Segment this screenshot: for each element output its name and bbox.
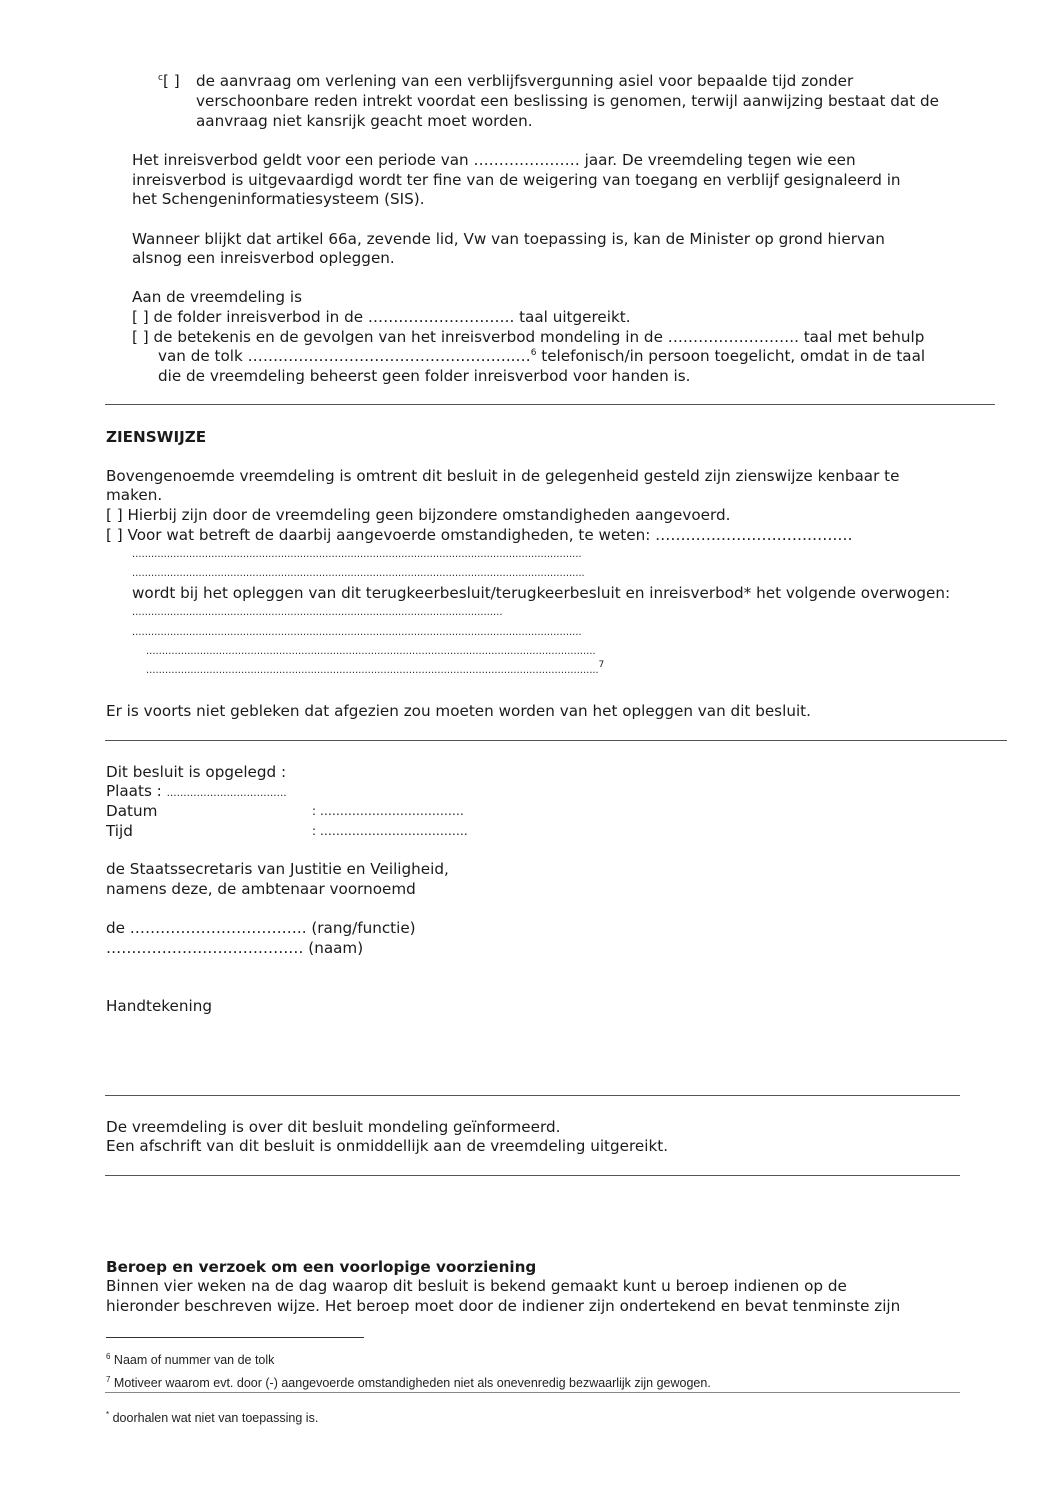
article-line-1: Wanneer blijkt dat artikel 66a, zevende lid, Vw van toepassing is, kan de Minister op grond hiervan	[132, 230, 885, 248]
dotted-line-6	[146, 661, 604, 681]
folder-option-1: [ ] de folder inreisverbod in de ……………………….. taal uitgereikt.	[132, 308, 631, 326]
footnote-6	[106, 1352, 274, 1368]
zienswijze-conclusion: Er is voorts niet gebleken dat afgezien zou moeten worden van het opleggen van dit besluit.	[106, 702, 811, 720]
footnote-7-mark: 7	[106, 1375, 111, 1384]
tolk-explanation: telefonisch/in persoon toegelicht, omdat in de taal	[536, 347, 926, 365]
place-label: Plaats :	[106, 782, 162, 800]
zienswijze-line-1: Bovengenoemde vreemdeling is omtrent dit besluit in de gelegenheid gesteld zijn zienswijze kenbaar te	[106, 467, 900, 485]
folder-option-2-line-2	[158, 346, 925, 366]
folder-option-2-line-3: die de vreemdeling beheerst geen folder inreisverbod voor handen is.	[158, 367, 691, 385]
dotted-line-4: …………………………………………………………………………………………………………………………….	[132, 627, 582, 638]
authority-line-2: namens deze, de ambtenaar voornoemd	[106, 880, 416, 898]
item-c	[158, 71, 180, 91]
time-value: : ……………………………….	[312, 824, 468, 838]
dotted-line-3: ………………………………………………………………………………………………………	[132, 607, 503, 618]
zienswijze-option-2: [ ] Voor wat betreft de daarbij aangevoerde omstandigheden, te weten: …………………………………	[106, 526, 853, 544]
informed-line-1: De vreemdeling is over dit besluit mondeling geïnformeerd.	[106, 1118, 561, 1136]
folder-intro: Aan de vreemdeling is	[132, 288, 302, 306]
item-c-line-3: aanvraag niet kansrijk geacht moet worden.	[196, 112, 533, 130]
name-line: ………………………………… (naam)	[106, 939, 364, 957]
rank-line: de …………………………….. (rang/functie)	[106, 919, 416, 937]
divider-2	[105, 740, 1007, 741]
dotted-line-1: …………………………………………………………………………………………………………………………….	[132, 549, 582, 560]
dotted-line-2: ……………………………………………………………………………………………………………………………..	[132, 568, 585, 579]
zienswijze-line-2: maken.	[106, 486, 163, 504]
ban-line-2: inreisverbod is uitgevaardigd wordt ter fine van de weigering van toegang en verblijf gesignaleerd in	[132, 171, 901, 189]
signature-label: Handtekening	[106, 997, 213, 1015]
authority-line-1: de Staatssecretaris van Justitie en Veiligheid,	[106, 860, 449, 878]
item-c-line-1: de aanvraag om verlening van een verblijfsvergunning asiel voor bepaalde tijd zonder	[196, 72, 854, 90]
footnote-ref-6: 6	[530, 348, 537, 358]
tolk-field: van de tolk ……………………………………………..…	[158, 347, 531, 365]
divider-4	[105, 1175, 960, 1176]
article-line-2: alsnog een inreisverbod opleggen.	[132, 249, 395, 267]
ban-line-1: Het inreisverbod geldt voor een periode van ………………… jaar. De vreemdeling tegen wie een	[132, 151, 856, 169]
footnote-6-mark: 6	[106, 1352, 111, 1361]
consider-line: wordt bij het opleggen van dit terugkeerbesluit/terugkeerbesluit en inreisverbod* het volgende overwogen:	[132, 584, 951, 602]
divider-1	[105, 404, 995, 405]
date-label: Datum	[106, 802, 158, 820]
zienswijze-heading: ZIENSWIJZE	[106, 428, 207, 446]
footnote-6-text: Naam of nummer van de tolk	[110, 1353, 275, 1367]
zienswijze-option-1: [ ] Hierbij zijn door de vreemdeling geen bijzondere omstandigheden aangevoerd.	[106, 506, 731, 524]
appeal-line-2: hieronder beschreven wijze. Het beroep moet door de indiener zijn ondertekend en bevat tenminste zijn	[106, 1297, 901, 1315]
imposed-title: Dit besluit is opgelegd :	[106, 763, 287, 781]
dotted-line-6-dots: ……………………………………………………………………………………………………………………………..	[146, 665, 599, 676]
divider-3	[105, 1095, 960, 1096]
item-checkbox: [ ]	[162, 72, 180, 90]
time-label: Tijd	[106, 822, 133, 840]
folder-option-2-line-1: [ ] de betekenis en de gevolgen van het inreisverbod mondeling in de …………………….. taal met behulp	[132, 328, 925, 346]
footnote-7-text: Motiveer waarom evt. door (-) aangevoerde omstandigheden niet als onevenredig bezwaarlijk zijn gewogen.	[110, 1376, 711, 1390]
item-c-line-2: verschoonbare reden intrekt voordat een beslissing is genomen, terwijl aanwijzing bestaat dat de	[196, 92, 939, 110]
place-value: ………………………………	[166, 788, 287, 799]
dotted-line-5: …………………………………………………………………………………………………………………………….	[146, 646, 596, 657]
item-marker: c	[158, 73, 163, 83]
date-value: : ………………………………	[312, 804, 464, 818]
footnote-7	[106, 1375, 711, 1391]
appeal-line-1: Binnen vier weken na de dag waarop dit besluit is bekend gemaakt kunt u beroep indienen op de	[106, 1277, 847, 1295]
ban-line-3: het Schengeninformatiesysteem (SIS).	[132, 190, 425, 208]
footnote-separator	[106, 1337, 364, 1338]
footnote-ref-7: 7	[598, 660, 605, 670]
footnote-star-mark: *	[106, 1410, 110, 1419]
informed-line-2: Een afschrift van dit besluit is onmiddellijk aan de vreemdeling uitgereikt.	[106, 1137, 669, 1155]
footnote-star	[106, 1410, 318, 1426]
footnote-divider	[105, 1392, 960, 1393]
footnote-star-text: doorhalen wat niet van toepassing is.	[109, 1411, 319, 1425]
appeal-heading: Beroep en verzoek om een voorlopige voorziening	[106, 1258, 537, 1276]
